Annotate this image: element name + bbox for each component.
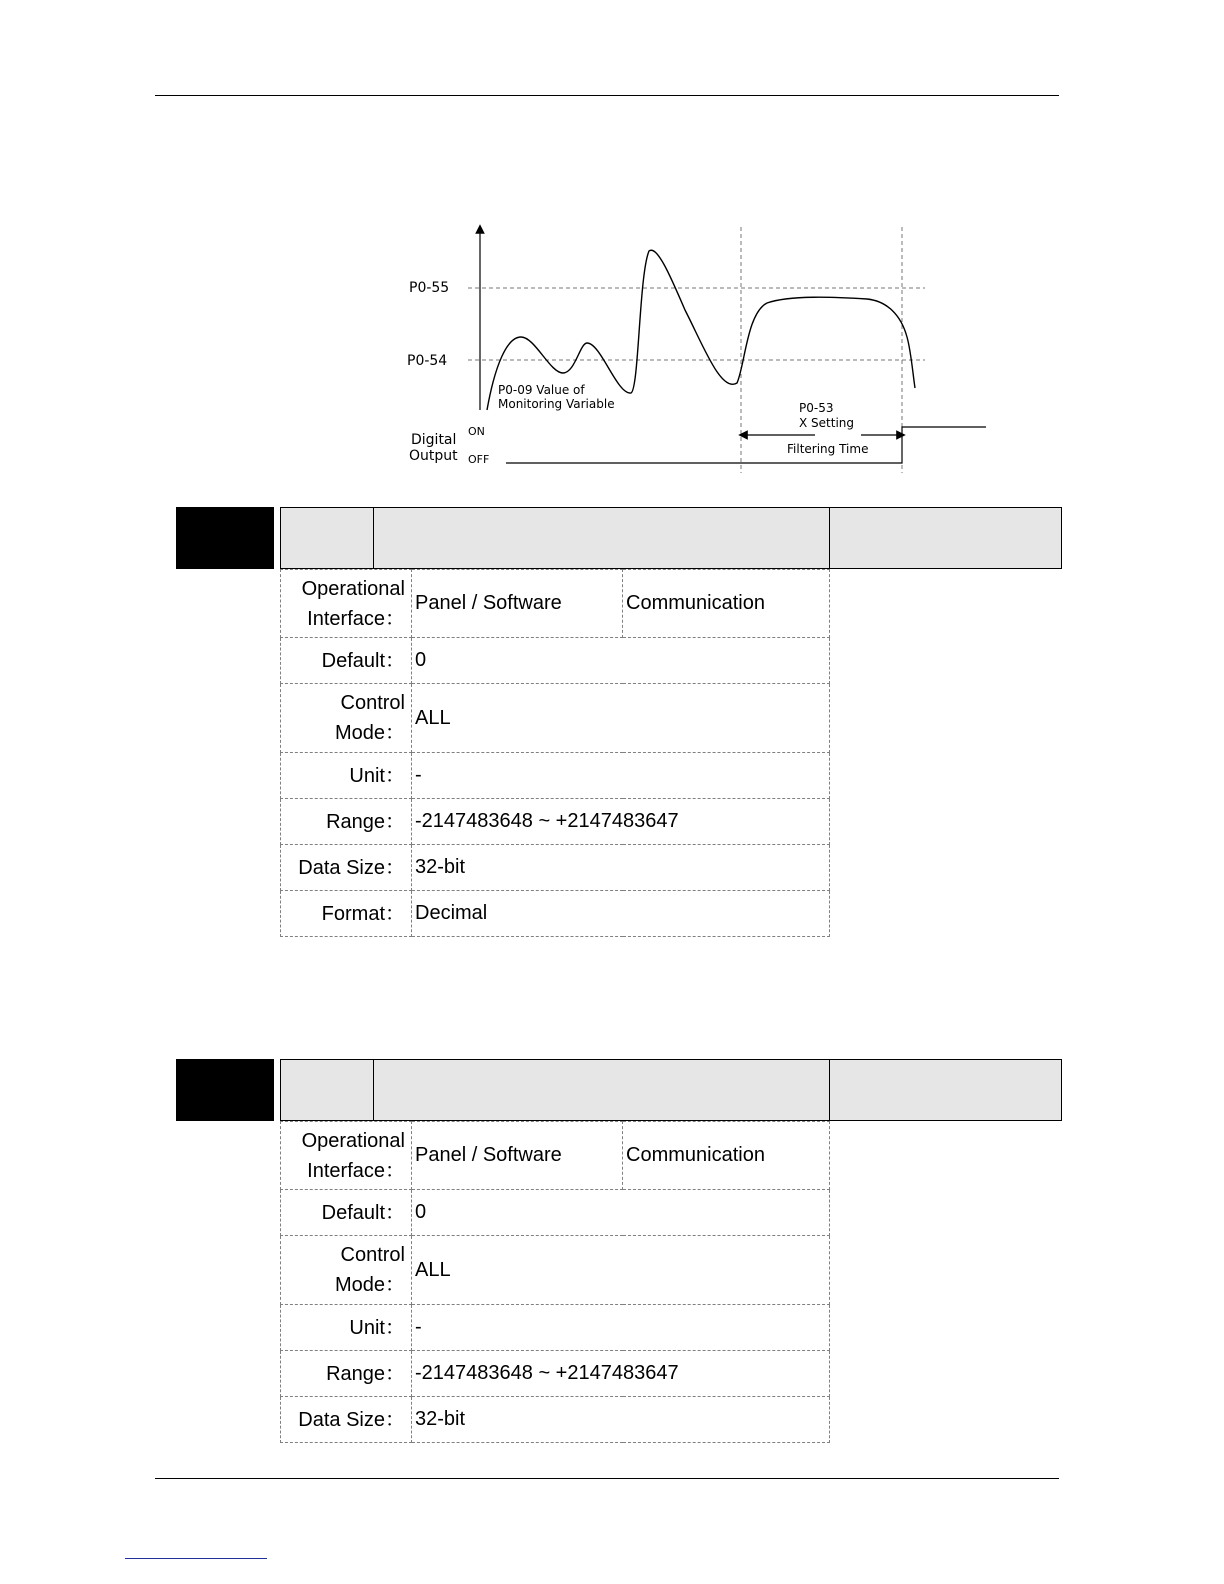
data-size-label: Data Size： (281, 1397, 412, 1443)
default-value: 0 (412, 1190, 830, 1236)
table-row (281, 684, 830, 753)
control-mode-label: Control Mode： (281, 684, 412, 753)
parameter-code-box (176, 507, 274, 569)
curve-label-line1: P0-09 Value of (498, 383, 585, 397)
interface-label: Operational Interface： (281, 570, 412, 638)
table-row (281, 570, 830, 638)
parameter-header (176, 1059, 1060, 1121)
setting-label-line2: X Setting (799, 416, 855, 430)
parameter-block-2 (176, 1059, 1060, 1431)
table-row (281, 1190, 830, 1236)
output-label-line2: Output (409, 448, 458, 464)
curve-label-line2: Monitoring Variable (498, 397, 615, 411)
data-size-value: 32-bit (412, 1397, 830, 1443)
p054-label: P0-54 (407, 353, 448, 369)
default-value: 0 (412, 638, 830, 684)
control-mode-value: ALL (412, 684, 830, 753)
range-label: Range： (281, 799, 412, 845)
table-row (281, 1236, 830, 1305)
monitoring-filter-diagram (395, 215, 995, 480)
table-row (281, 1305, 830, 1351)
unit-value: - (412, 1305, 830, 1351)
table-row (281, 799, 830, 845)
footer-link-underline (125, 1558, 267, 1559)
footer-rule (155, 1478, 1059, 1479)
format-label: Format： (281, 891, 412, 937)
parameter-header (176, 507, 1060, 569)
table-row (281, 1397, 830, 1443)
table-row (281, 891, 830, 937)
table-row (281, 845, 830, 891)
interface-comm-value: Communication (623, 1122, 830, 1190)
p055-label: P0-55 (409, 280, 450, 296)
header-rule (155, 95, 1059, 96)
interface-label: Operational Interface： (281, 1122, 412, 1190)
interface-comm-value: Communication (623, 570, 830, 638)
filter-label: Filtering Time (787, 442, 869, 456)
parameter-table (280, 1121, 830, 1443)
interface-panel-value: Panel / Software (412, 1122, 623, 1190)
data-size-label: Data Size： (281, 845, 412, 891)
on-label: ON (468, 425, 485, 438)
parameter-table (280, 569, 830, 937)
parameter-title-bar (280, 507, 1062, 569)
table-row (281, 638, 830, 684)
off-label: OFF (468, 453, 490, 466)
unit-value: - (412, 753, 830, 799)
parameter-block-1 (176, 507, 1060, 925)
parameter-code-box (176, 1059, 274, 1121)
default-label: Default： (281, 1190, 412, 1236)
range-value: -2147483648 ~ +2147483647 (412, 799, 830, 845)
unit-label: Unit： (281, 1305, 412, 1351)
setting-label-line1: P0-53 (799, 401, 834, 415)
digital-output-line (506, 427, 986, 463)
range-label: Range： (281, 1351, 412, 1397)
data-size-value: 32-bit (412, 845, 830, 891)
table-row (281, 1122, 830, 1190)
control-mode-label: Control Mode： (281, 1236, 412, 1305)
range-value: -2147483648 ~ +2147483647 (412, 1351, 830, 1397)
parameter-title-bar (280, 1059, 1062, 1121)
table-row (281, 753, 830, 799)
format-value: Decimal (412, 891, 830, 937)
interface-panel-value: Panel / Software (412, 570, 623, 638)
unit-label: Unit： (281, 753, 412, 799)
table-row (281, 1351, 830, 1397)
default-label: Default： (281, 638, 412, 684)
output-label-line1: Digital (411, 432, 457, 448)
control-mode-value: ALL (412, 1236, 830, 1305)
